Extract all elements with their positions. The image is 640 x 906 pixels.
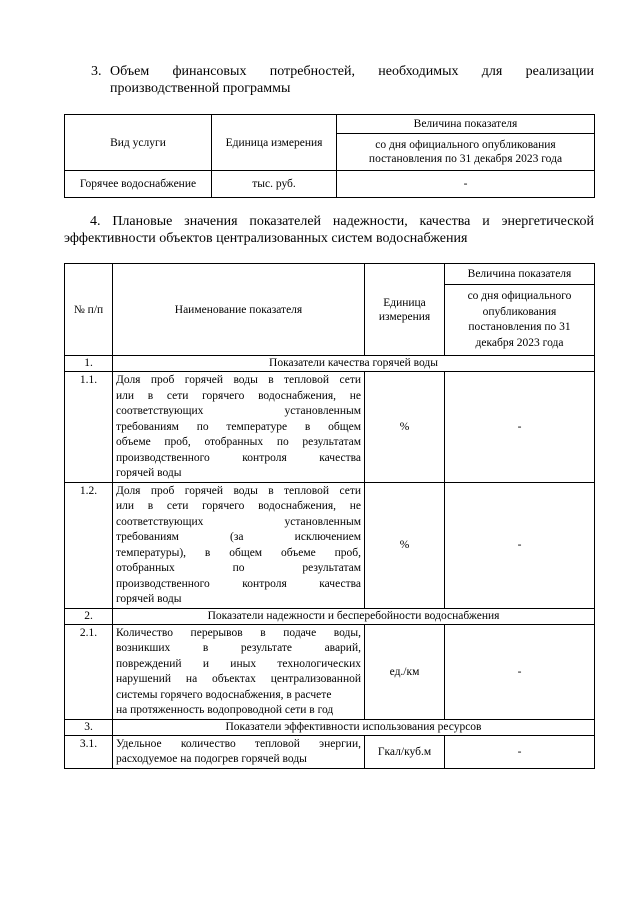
t1-cell-service: Горячее водоснабжение [65, 171, 212, 198]
row-2-1-name [113, 624, 365, 719]
section-2-num: 2. [65, 608, 113, 624]
row-1-2-num: 1.2. [65, 482, 113, 608]
financial-needs-table [64, 114, 595, 198]
row-1-1-line: соответствующих установленным [116, 405, 361, 417]
t1-header-value: Величина показателя [337, 115, 595, 134]
section-3-number: 3. [91, 64, 102, 79]
row-2-1-value: - [445, 624, 595, 719]
row-1-1-value: - [445, 372, 595, 483]
t2-header-num: № п/п [65, 264, 113, 356]
row-1-2-line: или в сети горячего водоснабжения, не [116, 500, 361, 512]
section-1-num: 1. [65, 356, 113, 372]
row-2-1-num: 2.1. [65, 624, 113, 719]
section-3-title: Показатели эффективности использования ресурсов [113, 719, 595, 735]
row-3-1-line: расходуемое на подогрев горячей воды [116, 753, 307, 765]
row-1-1-line: требованиям по температуре в общем [116, 420, 361, 433]
row-2-1-line: на протяженность водопроводной сети в год [116, 704, 334, 716]
row-1-2-line: Доля проб горячей воды в тепловой сети [116, 484, 361, 497]
row-3-1-line: Удельное количество тепловой энергии, [116, 737, 361, 750]
row-1-2-line: температуры), в общем объеме проб, [116, 546, 361, 559]
t1-cell-value: - [337, 171, 595, 198]
row-1-2-name [113, 482, 365, 608]
row-1-2-line: горячей воды [116, 593, 182, 605]
row-2-1-line: Количество перерывов в подаче воды, [116, 626, 361, 639]
t1-header-period: со дня официального опубликования постановления по 31 декабря 2023 года [337, 134, 595, 171]
t2-header-value: Величина показателя [445, 264, 595, 285]
row-3-1-value: - [445, 735, 595, 768]
section-4-heading [64, 213, 594, 247]
t2-header-unit: Единица измерения [365, 264, 445, 356]
row-2-1-line: возникших в результате аварий, [116, 642, 361, 654]
row-3-1-num: 3.1. [65, 735, 113, 768]
row-1-1-name [113, 372, 365, 483]
section-3-heading [91, 63, 594, 97]
row-1-2-line: соответствующих установленным [116, 515, 361, 528]
t1-header-service: Вид услуги [65, 115, 212, 171]
indicators-table [64, 263, 595, 769]
section-3-title-line1: Объем финансовых потребностей, необходимых для реализации [110, 64, 594, 79]
row-3-1-unit: Гкал/куб.м [365, 735, 445, 768]
row-2-1-line: повреждений и иных технологических [116, 657, 361, 670]
t1-cell-unit: тыс. руб. [212, 171, 337, 198]
row-2-1-unit: ед./км [365, 624, 445, 719]
row-1-2-line: отобранных по результатам [116, 562, 361, 574]
row-1-2-line: производственного контроля качества [116, 577, 361, 590]
row-1-1-line: или в сети горячего водоснабжения, не [116, 389, 361, 402]
row-1-2-unit: % [365, 482, 445, 608]
row-1-1-line: Доля проб горячей воды в тепловой сети [116, 374, 361, 386]
row-2-1-line: нарушений на объектах централизованной [116, 673, 361, 685]
row-1-1-unit: % [365, 372, 445, 483]
row-2-1-line: системы горячего водоснабжения, в расчете [116, 688, 332, 701]
section-2-title: Показатели надежности и бесперебойности водоснабжения [113, 608, 595, 624]
t1-header-unit: Единица измерения [212, 115, 337, 171]
row-1-1-line: производственного контроля качества [116, 451, 361, 464]
row-1-2-line: требованиям (за исключением [116, 531, 361, 543]
t2-header-period: со дня официального опубликования постановления по 31 декабря 2023 года [445, 285, 595, 356]
section-4-title-line1: 4. Плановые значения показателей надежности, качества и энергетической [90, 214, 594, 229]
section-3-num: 3. [65, 719, 113, 735]
section-1-title: Показатели качества горячей воды [113, 356, 595, 372]
section-4-title-line2: эффективности объектов централизованных систем водоснабжения [64, 231, 468, 246]
section-3-title-line2: производственной программы [110, 81, 291, 96]
t2-header-name: Наименование показателя [113, 264, 365, 356]
row-3-1-name [113, 735, 365, 768]
row-1-1-line: горячей воды [116, 467, 182, 479]
row-1-1-num: 1.1. [65, 372, 113, 483]
row-1-1-line: объеме проб, отобранных по результатам [116, 436, 361, 448]
row-1-2-value: - [445, 482, 595, 608]
